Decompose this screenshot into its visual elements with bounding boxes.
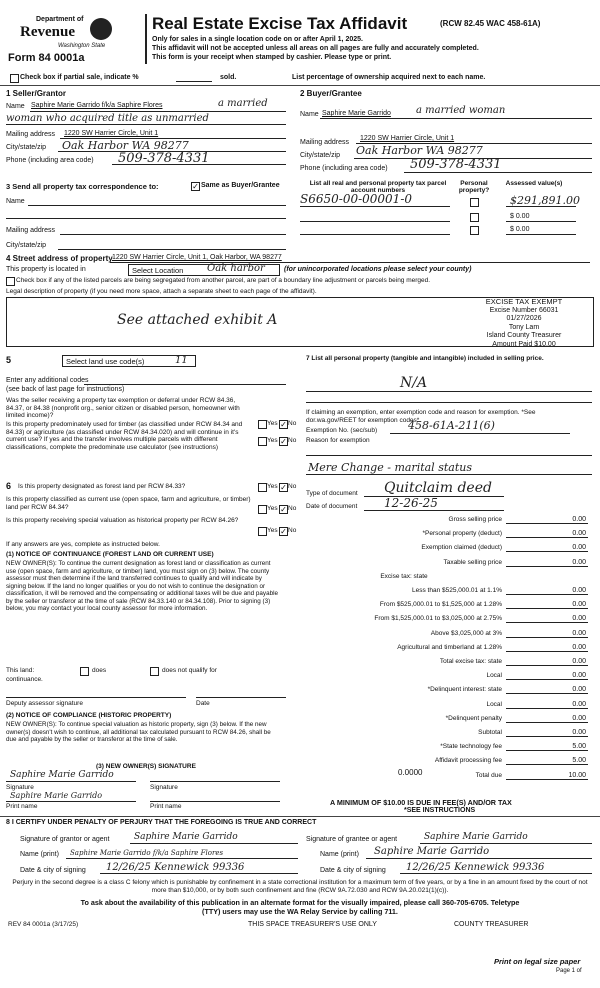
tax-row-value[interactable]: 0.00 (572, 700, 586, 708)
pp-line1 (306, 391, 592, 392)
tax-row-value[interactable]: 0.00 (572, 658, 586, 665)
add-codes-note: (see back of last page for instructions) (6, 386, 125, 393)
parcel-col-header: List all real and personal property tax parcel account numbers (309, 180, 447, 194)
no-label: No (288, 505, 297, 512)
exempt-stamp (458, 298, 590, 349)
buyer-name-hand: a married woman (416, 105, 506, 116)
grantor-date[interactable]: 12/26/25 Kennewick 99336 (106, 862, 245, 873)
partial-pct-field[interactable] (176, 81, 212, 82)
this-land-label: This land: (6, 667, 35, 674)
assessed-value-line (506, 234, 576, 235)
pct-ownership-note: List percentage of ownership acquired next to each name. (292, 74, 486, 81)
tax-row-label: Local (486, 672, 502, 680)
parcel-number-line (300, 206, 450, 207)
form-rcw: (RCW 82.45 WAC 458-61A) (440, 19, 541, 28)
exempt-no-line (390, 433, 570, 434)
grantee-date-line (400, 873, 592, 874)
if-yes-note: If any answers are yes, complete as instructed below. (6, 541, 160, 548)
tax-row-value[interactable]: 0.00 (572, 672, 586, 680)
does-not-label: does not qualify for (162, 667, 217, 674)
min-due-note: A MINIMUM OF $10.00 IS DUE IN FEE(S) AND/OR TAX (330, 798, 512, 807)
sec6-q3-yes-checkbox[interactable] (258, 527, 267, 536)
stamp-line4: Tony Lam (508, 323, 540, 331)
agency-line2: Revenue (20, 24, 75, 40)
header-note2: This affidavit will not be accepted unless all areas on all pages are fully and accurately completed. (152, 45, 479, 52)
sec3-name-field2[interactable] (6, 218, 286, 219)
partial-sale-checkbox[interactable] (10, 74, 19, 83)
tax-row-leader (506, 665, 588, 666)
tax-row-leader (506, 523, 588, 524)
agency-line1: Department of (36, 16, 84, 23)
grantor-sig-line (130, 843, 298, 844)
signature-label-1: Signature (6, 784, 34, 791)
grantor-name-line (66, 858, 298, 859)
personal-property-checkbox[interactable] (470, 198, 479, 207)
tax-row-label: Exemption claimed (deduct) (421, 544, 502, 552)
legal-hand: See attached exhibit A (117, 312, 278, 328)
tax-row-value[interactable]: 0.00 (572, 615, 586, 623)
buyer-city[interactable]: Oak Harbor WA 98277 (356, 144, 483, 157)
sec8-heading: 8 I CERTIFY UNDER PENALTY OF PERJURY THAT THE FOREGOING IS TRUE AND CORRECT (6, 819, 317, 826)
new-owner-signature[interactable]: Saphire Marie Garrido (10, 770, 114, 780)
grantee-sig-label: Signature of grantee or agent (306, 836, 398, 843)
assessed-value[interactable]: $ 0.00 (510, 226, 530, 233)
local-rate: 0.0000 (398, 768, 423, 777)
yes-label: Yes (267, 437, 278, 444)
tax-row-leader (506, 594, 588, 595)
sig-line (6, 781, 136, 782)
seller-heading: 1 Seller/Grantor (6, 89, 67, 98)
buyer-name-label: Name (300, 111, 319, 118)
tax-row-label: From $525,000.01 to $1,525,000 at 1.28% (379, 601, 502, 609)
assessed-value-line (506, 221, 576, 222)
yes-label: Yes (267, 483, 278, 490)
buyer-phone-line (404, 172, 592, 173)
print-name-label-1: Print name (6, 803, 38, 810)
sec6-heading: 6 (6, 481, 12, 491)
buyer-mail[interactable]: 1220 SW Harrier Circle, Unit 1 (360, 135, 455, 142)
grantee-date[interactable]: 12/26/25 Kennewick 99336 (406, 862, 545, 873)
notice3-heading: (3) NEW OWNER(S) SIGNATURE (96, 763, 196, 770)
notice2-heading: (2) NOTICE OF COMPLIANCE (HISTORIC PROPERTY) (6, 712, 172, 719)
sec5-q2: Is this property predominately used for timber (as classified under RCW 84.34 and 84.33) or agriculture (as classified under RCW 84.34.020) and will continue in it's current use? If yes and the transfer involves multiple parcels with different classifications, complete the predominate use calculator (see instructions) (6, 421, 243, 451)
tax-row-leader (506, 750, 588, 751)
deputy-date-field[interactable] (196, 697, 286, 698)
notice1-body: NEW OWNER(S): To continue the current designation as forest land or classification as current use (open space, farm and agriculture, or timber) land, you must sign on (3) below. The county assessor must then determine if the land transferred continues to qualify and will indicate by signing below. If the land no longer qualifies or you do not wish to continue the designation or classification, it will be removed and the compensating or additional taxes will be due and payable by the seller or transferor at the time of sale (RCW 84.33.140 or 84.34.108). Prior to signing (3) below, you may contact your local county assessor for more information. (6, 560, 278, 612)
tax-row-leader (506, 651, 588, 652)
continuance-label: continuance. (6, 676, 43, 683)
print-name-label-2: Print name (150, 803, 182, 810)
tax-row-value[interactable]: 0.00 (572, 516, 586, 523)
sec5-q1: Was the seller receiving a property tax exemption or deferral under RCW 84.36, 84.37, or 84.38 (nonprofit org., senior citizen or disabled person, homeowner with limited income)? (6, 397, 240, 419)
parcel-number[interactable]: S6650-00-00001-0 (300, 192, 413, 206)
revision-label: REV 84 0001a (3/17/25) (8, 921, 79, 928)
sec3-name-field[interactable] (28, 205, 286, 206)
form-number: Form 84 0001a (8, 52, 85, 64)
sec6-q3-no-checkbox[interactable]: ✓ (280, 527, 287, 536)
sec3-name-label: Name (6, 198, 25, 205)
segregated-label: Check box if any of the listed parcels are being segregated from another parcel, are part of a boundary line adjustment or parcels being merged. (16, 277, 431, 284)
land-use-code: 11 (175, 355, 188, 366)
tax-row-leader (506, 722, 588, 723)
accessibility-line2: (TTY) users may use the WA Relay Service by calling 711. (202, 907, 398, 916)
exempt-no-label: Exemption No. (sec/sub) (306, 427, 378, 434)
tax-row-label: Subtotal (478, 729, 502, 736)
located-label: This property is located in (6, 266, 86, 273)
buyer-name[interactable]: Saphire Marie Garrido (322, 110, 391, 117)
sec5-heading: 5 (6, 355, 12, 365)
agency-line3: Washington State (58, 43, 106, 49)
exempt-no[interactable]: 458-61A-211(6) (408, 419, 495, 432)
tax-row-leader (506, 608, 588, 609)
grantee-signature[interactable]: Saphire Marie Garrido (424, 832, 528, 842)
does-label: does (92, 667, 107, 674)
stamp-line3: 01/27/2026 (506, 315, 542, 322)
tax-row-leader (506, 779, 588, 780)
partial-sold-label: sold. (220, 74, 237, 81)
sec5-q2-yes-checkbox[interactable] (258, 437, 267, 446)
sec6-q2-no-checkbox[interactable]: ✓ (280, 505, 287, 514)
seller-name-label: Name (6, 103, 25, 110)
doc-date[interactable]: 12-26-25 (384, 496, 438, 510)
location-select[interactable] (128, 264, 280, 276)
tax-row-label: *Personal property (deduct) (422, 530, 502, 538)
sec5-q1-no-checkbox[interactable]: ✓ (280, 420, 287, 429)
location-select-hand: Oak harbor (207, 263, 265, 274)
assessed-col-header: Assessed value(s) (505, 180, 563, 187)
grantee-name-line (366, 858, 592, 859)
stamp-line2: Excise Number 66031 (489, 306, 559, 314)
signature-label-2: Signature (150, 784, 178, 791)
sec7-heading: 7 List all personal property (tangible and intangible) included in selling price. (306, 355, 544, 362)
deputy-date-label: Date (196, 700, 210, 707)
seller-mail-label: Mailing address (6, 131, 56, 138)
tax-row-leader (506, 693, 588, 694)
deputy-label: Deputy assessor signature (6, 700, 83, 707)
tax-row-value[interactable]: 0.00 (572, 714, 586, 722)
tax-row-leader (506, 679, 588, 680)
land-use-select[interactable] (62, 355, 196, 367)
partial-sale-label: Check box if partial sale, indicate % (20, 74, 139, 81)
tax-row-label: Excise tax: state (380, 572, 428, 580)
county-treasurer-label: COUNTY TREASURER (454, 921, 529, 928)
divider (0, 85, 600, 86)
sec5-q1-yes-checkbox[interactable] (258, 420, 267, 429)
tax-row-value[interactable]: 0.00 (572, 686, 586, 694)
tax-row-label: Total excise tax: state (439, 658, 502, 665)
sec6-q1: Is this property designated as forest land per RCW 84.33? (18, 483, 186, 490)
parcel-number-line (300, 234, 450, 235)
assessed-value[interactable]: $291,891.00 (510, 194, 580, 207)
legal-size-note: Print on legal size paper (494, 957, 581, 966)
pp-line2 (306, 402, 592, 403)
header-divider (145, 14, 147, 64)
seller-name-hand2: woman who acquired title as unmarried (6, 113, 209, 124)
perjury-notice: Perjury in the second degree is a class C felony which is punishable by confinement in a state correctional institution for a maximum term of five years, or by a fine in an amount fixed by the court of not more than $10,000, or by both such confinement and fine (RCW 9A.72.030 and RCW 9A.20.021(1)(c)). (12, 879, 588, 894)
print-line (6, 801, 136, 802)
tax-row-value[interactable]: 5.00 (572, 757, 586, 765)
stamp-line1: EXCISE TAX EXEMPT (485, 297, 563, 306)
sec6-q3: Is this property receiving special valuation as historical property per RCW 84.26? (6, 517, 239, 524)
divider (0, 816, 600, 817)
seller-city[interactable]: Oak Harbor WA 98277 (62, 139, 189, 152)
seller-city-label: City/state/zip (6, 144, 47, 151)
tax-row-value[interactable]: 0.00 (572, 544, 586, 552)
personal-col-header: Personal property? (458, 180, 490, 194)
doc-date-label: Date of document (306, 503, 358, 510)
no-label: No (288, 483, 297, 490)
print-line-2 (150, 801, 280, 802)
dor-logo (8, 14, 138, 64)
yes-label: Yes (267, 420, 278, 427)
sec3-city-label: City/state/zip (6, 242, 47, 249)
seller-phone-label: Phone (including area code) (6, 157, 94, 164)
tax-row-label: Gross selling price (448, 516, 502, 523)
tax-row-leader (506, 708, 588, 709)
tax-row-leader (506, 537, 588, 538)
property-address[interactable]: 1220 SW Harrier Circle, Unit 1, Oak Harbor, WA 98277 (112, 254, 282, 261)
grantor-sig-label: Signature of grantor or agent (20, 836, 110, 843)
grantee-name[interactable]: Saphire Marie Garrido (374, 846, 490, 857)
page-number: Page 1 of (556, 968, 582, 974)
seller-name[interactable]: Saphire Marie Garrido f/k/a Saphire Flores (31, 102, 163, 109)
personal-property-checkbox[interactable] (470, 226, 479, 235)
grantor-date-label: Date & city of signing (20, 867, 86, 874)
tax-row-value[interactable]: 0.00 (572, 558, 586, 566)
sec3-city-field[interactable] (58, 249, 286, 250)
sec4-heading: 4 Street address of property (6, 254, 113, 263)
accessibility-line1: To ask about the availability of this publication in an alternate format for the visually impaired, please call 360-705-6705. Teletype (80, 898, 520, 907)
tax-row-leader (506, 637, 588, 638)
sec5-q2-no-checkbox[interactable]: ✓ (280, 437, 287, 446)
tax-row-leader (506, 622, 588, 623)
assessed-value-line (506, 206, 576, 207)
sec3-mail-label: Mailing address (6, 227, 56, 234)
form-title: Real Estate Excise Tax Affidavit (152, 14, 408, 33)
tax-row-value[interactable]: 0.00 (572, 601, 586, 609)
treasurer-use-label: THIS SPACE TREASURER'S USE ONLY (248, 921, 377, 928)
same-as-buyer-checkbox[interactable]: ✓ (192, 182, 199, 191)
assessed-value[interactable]: $ 0.00 (510, 213, 530, 220)
tax-row-label: Less than $525,000.01 at 1.1% (412, 587, 502, 594)
add-codes-field[interactable] (84, 384, 286, 385)
personal-property-checkbox[interactable] (470, 213, 479, 222)
seller-phone-line (112, 164, 286, 165)
yes-label: Yes (267, 505, 278, 512)
buyer-phone-label: Phone (including area code) (300, 165, 388, 172)
exempt-intro: If claiming an exemption, enter exemption code and reason for exemption. *See dor.wa.gov/REET for exemption codes* (306, 409, 536, 424)
no-label: No (288, 420, 297, 427)
tax-row-label: Affidavit processing fee (434, 757, 502, 765)
grantee-date-label: Date & city of signing (320, 867, 386, 874)
legal-label: Legal description of property (if you need more space, attach a separate sheet to each page of the affidavit). (6, 288, 317, 295)
no-label: No (288, 527, 297, 534)
tax-row-value[interactable]: 0.00 (572, 643, 586, 651)
new-owner-print[interactable]: Saphire Marie Garrido (10, 791, 103, 800)
segregated-checkbox[interactable] (6, 277, 15, 286)
grantee-sig-line (420, 843, 592, 844)
tax-row-value[interactable]: 0.00 (572, 530, 586, 538)
notice1-heading: (1) NOTICE OF CONTINUANCE (FOREST LAND OR CURRENT USE) (6, 551, 214, 558)
grantor-signature[interactable]: Saphire Marie Garrido (134, 832, 238, 842)
grantee-name-label: Name (print) (320, 851, 359, 858)
header-note3: This form is your receipt when stamped by cashier. Please type or print. (152, 54, 392, 61)
tax-row-value[interactable]: 0.00 (572, 629, 586, 637)
tax-row-label: *State technology fee (440, 743, 502, 751)
sec6-q2: Is this property classified as current use (open space, farm and agriculture, or timber) land per RCW 84.34? (6, 496, 251, 511)
seller-phone[interactable]: 509-378-4331 (118, 151, 210, 166)
buyer-mail-label: Mailing address (300, 139, 350, 146)
tax-row-label: Above $3,025,000 at 3% (430, 629, 502, 637)
header-note1: Only for sales in a single location code on or after April 1, 2025. (152, 36, 363, 43)
tax-row-label: Agricultural and timberland at 1.28% (397, 643, 502, 651)
does-checkbox[interactable] (80, 667, 89, 676)
land-use-select-label: Select land use code(s) (66, 357, 145, 366)
stamp-line5: Island County Treasurer (486, 332, 562, 339)
tax-row-label: *Delinquent interest: state (427, 686, 502, 694)
sec3-heading: 3 Send all property tax correspondence to: (6, 182, 159, 191)
uninc-note: (for unincorporated locations please select your county) (284, 266, 472, 273)
tax-row-value[interactable]: 10.00 (568, 771, 586, 779)
buyer-phone[interactable]: 509-378-4331 (410, 157, 502, 172)
tax-row-label: Local (486, 700, 502, 708)
doc-date-line (364, 510, 504, 511)
tax-row-label: Total due (475, 771, 502, 779)
seller-name-hand1: a married (218, 98, 268, 109)
seller-mail[interactable]: 1220 SW Harrier Circle, Unit 1 (64, 130, 159, 137)
stamp-line6: Amount Paid $10.00 (492, 340, 556, 348)
grantor-name-label: Name (print) (20, 851, 59, 858)
tax-row-leader (506, 551, 588, 552)
tax-row-label: *Delinquent penalty (445, 714, 502, 722)
location-select-label: Select Location (132, 266, 184, 275)
reason-text[interactable]: Mere Change - marital status (308, 461, 472, 474)
reason-line1 (306, 455, 592, 456)
does-not-checkbox[interactable] (150, 667, 159, 676)
same-as-buyer-label: Same as Buyer/Grantee (201, 182, 280, 189)
sec6-q2-yes-checkbox[interactable] (258, 505, 267, 514)
wa-mark-icon (90, 18, 112, 40)
tax-row-label: From $1,525,000.01 to $3,025,000 at 2.75% (374, 615, 502, 623)
personal-property-na[interactable]: N/A (400, 375, 428, 391)
sec6-q1-yes-checkbox[interactable] (258, 483, 267, 492)
doc-type[interactable]: Quitclaim deed (384, 480, 492, 496)
grantor-name[interactable]: Saphire Marie Garrido f/k/a Saphire Flores (70, 849, 224, 857)
yes-label: Yes (267, 527, 278, 534)
seller-name-line2 (6, 124, 286, 125)
sec3-mail-field[interactable] (60, 234, 286, 235)
buyer-city-label: City/state/zip (300, 152, 341, 159)
add-codes-label: Enter any additional codes (6, 377, 89, 384)
reason-line2 (306, 474, 592, 475)
sec6-q1-no-checkbox[interactable]: ✓ (280, 483, 287, 492)
doc-type-label: Type of document (306, 490, 358, 497)
no-label: No (288, 437, 297, 444)
grantor-date-line (100, 873, 298, 874)
tax-row-leader (506, 566, 588, 567)
reason-label: Reason for exemption (306, 437, 370, 444)
buyer-heading: 2 Buyer/Grantee (300, 89, 362, 98)
tax-row-value[interactable]: 0.00 (572, 729, 586, 736)
tax-row-value[interactable]: 0.00 (572, 587, 586, 594)
address-line (110, 262, 590, 263)
buyer-name-line (320, 118, 592, 119)
seller-name-line (30, 111, 286, 112)
deputy-sig-field[interactable] (6, 697, 186, 698)
tax-row-label: Taxable selling price (443, 558, 502, 566)
parcel-number-line (300, 221, 450, 222)
tax-row-leader (506, 736, 588, 737)
notice2-body: NEW OWNER(S): To continue special valuation as historic property, sign (3) below. If the new owner(s) doesn't wish to continue, all additional tax calculated pursuant to RCW 84.26, shall be due and payable by the seller or transferor at the time of sale. (6, 721, 271, 743)
see-instructions: *SEE INSTRUCTIONS (404, 807, 476, 814)
tax-row-value[interactable]: 5.00 (572, 743, 586, 751)
tax-row-leader (506, 764, 588, 765)
sig-line-2 (150, 781, 280, 782)
